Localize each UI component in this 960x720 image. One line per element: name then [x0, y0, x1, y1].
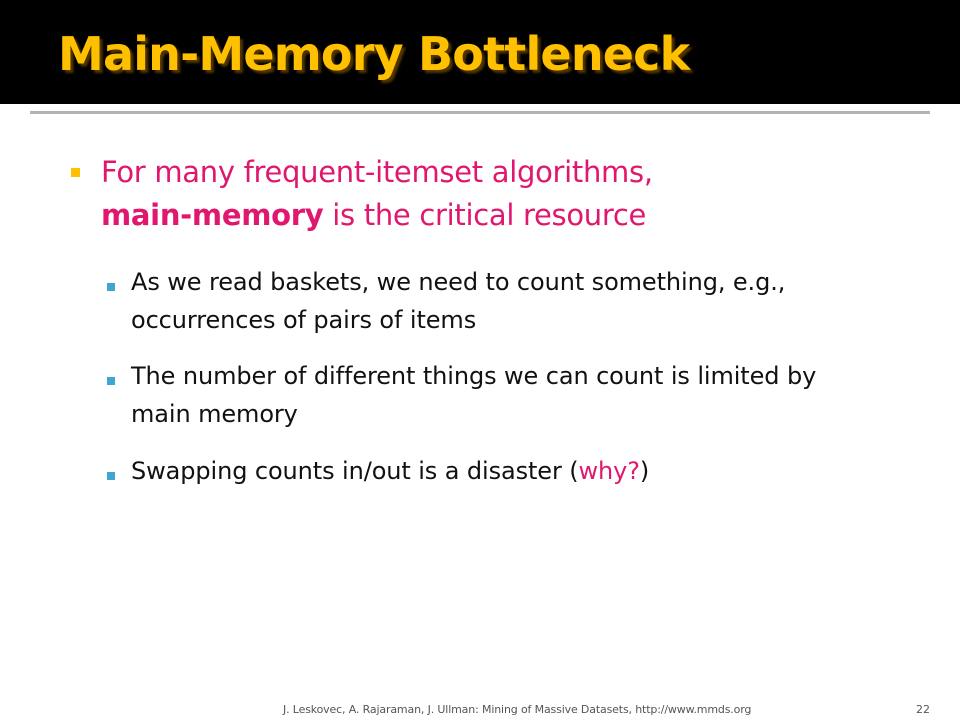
- square-bullet-icon: [107, 472, 115, 480]
- square-bullet-icon-shape: [107, 472, 115, 480]
- sub-bullet-text-2: The number of different things we can count is limited by main memory: [131, 362, 817, 428]
- square-bullet-icon-shape: [71, 168, 80, 177]
- bullet-main-emphasis: main-memory: [101, 198, 324, 232]
- square-bullet-icon: [107, 283, 115, 291]
- sub-bullet-text-3: [131, 452, 851, 490]
- sub-bullet-text-3-after: ): [639, 457, 650, 485]
- square-bullet-icon: [107, 377, 115, 385]
- page-number: 22: [916, 703, 930, 716]
- sub-bullet-text-3-before: Swapping counts in/out is a disaster (: [131, 457, 579, 485]
- footer-citation: J. Leskovec, A. Rajaraman, J. Ullman: Mining of Massive Datasets, http://www.mmds.org: [283, 703, 752, 716]
- why-question: why?: [578, 457, 640, 485]
- square-bullet-icon-shape: [107, 283, 115, 291]
- bullet-main-text: [101, 151, 841, 237]
- square-bullet-icon-shape: [107, 377, 115, 385]
- slide-footer: [0, 703, 960, 717]
- square-bullet-icon: [71, 168, 80, 177]
- bullet-main-text-line-1: For many frequent-itemset algorithms,: [101, 155, 653, 189]
- sub-bullet-text-1: As we read baskets, we need to count something, e.g., occurrences of pairs of items: [131, 268, 786, 334]
- slide-title: Main-Memory Bottleneck: [58, 27, 690, 81]
- bullet-main-text-line-2: is the critical resource: [323, 198, 647, 232]
